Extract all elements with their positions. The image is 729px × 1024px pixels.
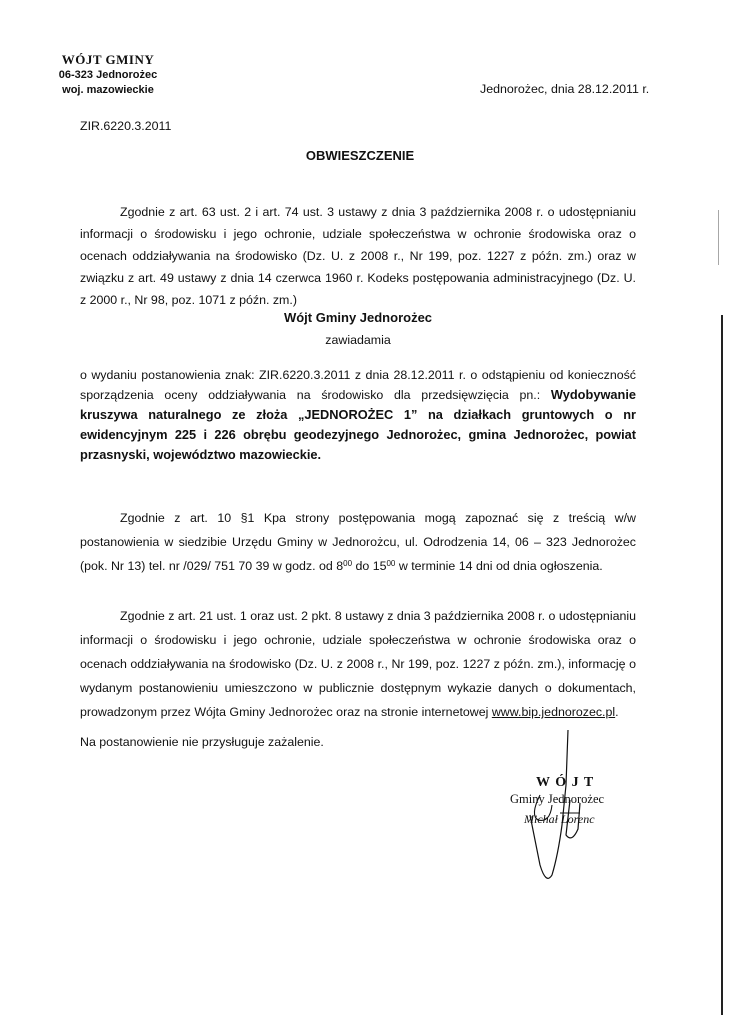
document-date: Jednorożec, dnia 28.12.2011 r. — [480, 82, 650, 96]
access-paragraph — [80, 506, 636, 578]
issuer-postcode: 06-323 Jednorożec — [58, 69, 158, 81]
access-text-mid: do 15 — [352, 559, 387, 573]
issuer-title: WÓJT GMINY — [61, 52, 155, 67]
hour-to-superscript: 00 — [386, 559, 396, 568]
stamp-title: W Ó J T — [536, 775, 595, 790]
reference-number: ZIR.6220.3.2011 — [80, 119, 172, 133]
document-title: OBWIESZCZENIE — [305, 148, 415, 163]
access-text: Zgodnie z art. 10 §1 Kpa strony postępowania mogą zapoznać się z treścią w/w postanowienia w siedzibie Urzędu Gminy w Jednorożcu, ul. Odrodzenia 14, 06 – 323 Jednorożec (pok. Nr 13) tel. nr /029/ 751 70 39 w godz. od 8 — [80, 511, 636, 573]
issuer-voivodeship: woj. mazowieckie — [62, 84, 154, 96]
scan-edge-mark — [718, 210, 719, 265]
publication-end: . — [615, 705, 619, 719]
access-text-end: w terminie 14 dni od dnia ogłoszenia. — [395, 559, 603, 573]
scan-edge-line — [721, 315, 723, 1015]
stamp-municipality: Gminy Jednorożec — [510, 792, 605, 806]
hour-from-superscript: 00 — [343, 559, 353, 568]
publication-paragraph — [80, 604, 636, 724]
decision-text: o wydaniu postanowienia znak: ZIR.6220.3.2011 z dnia 28.12.2011 r. o odstąpieniu od konieczność sporządzenia oceny oddziaływania na środowisko dla przedsięwzięcia pn.: — [80, 368, 636, 402]
no-appeal-note: Na postanowienie nie przysługuje zażalenie. — [80, 735, 324, 749]
project-name: Wydobywanie kruszywa naturalnego ze złoża „JEDNOROŻEC 1” na działkach gruntowych o nr ewidencyjnym 225 i 226 obrębu geodezyjnego Jednorożec, gmina Jednorożec, powiat przasnyski, województwo mazowieckie. — [80, 387, 636, 462]
stamp-signatory: Michał Lorenc — [524, 812, 595, 826]
decision-paragraph — [80, 366, 636, 465]
bip-website-link[interactable]: www.bip.jednorozec.pl — [491, 705, 616, 719]
signature-scribble — [500, 725, 640, 895]
publication-text: Zgodnie z art. 21 ust. 1 oraz ust. 2 pkt. 8 ustawy z dnia 3 października 2008 r. o udostępnianiu informacji o środowisku i jego ochronie, udziale społeczeństwa w ochronie środowiska oraz o ocenach oddziaływania na środowisko (Dz. U. z 2008 r., Nr 199, poz. 1227 z późn. zm.), informację o wydanym postanowieniu umieszczono w publicznie dostępnym wykazie danych o dokumentach, prowadzonym przez Wójta Gminy Jednorożec oraz na stronie internetowej — [80, 609, 636, 719]
signature-stamp — [500, 725, 640, 895]
authority-name: Wójt Gminy Jednorożec — [283, 310, 433, 325]
announcement-verb: zawiadamia — [325, 333, 391, 347]
legal-basis-paragraph: Zgodnie z art. 63 ust. 2 i art. 74 ust. 3 ustawy z dnia 3 października 2008 r. o udostępnianiu informacji o środowisku i jego ochronie, udziale społeczeństwa w ochronie środowiska oraz o ocenach oddziaływania na środowisko (Dz. U. z 2008 r., Nr 199, poz. 1227 z późn. zm.) oraz w związku z art. 49 ustawy z dnia 14 czerwca 1960 r. Kodeks postępowania administracyjnego (Dz. U. z 2000 r., Nr 98, poz. 1071 z późn. zm.) — [80, 205, 636, 307]
